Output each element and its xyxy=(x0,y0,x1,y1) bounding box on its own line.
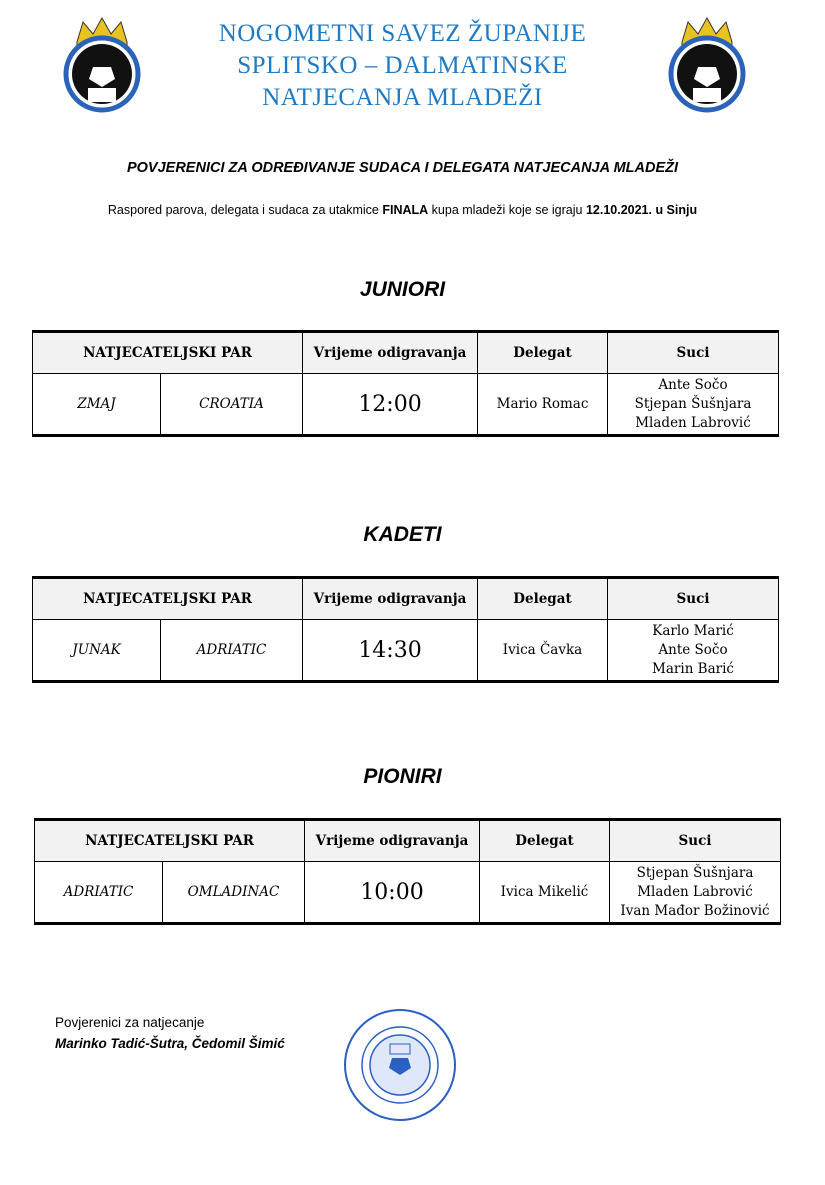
col-time: Vrijeme odigravanja xyxy=(303,332,478,374)
table-header-row xyxy=(35,820,781,862)
delegate: Mario Romac xyxy=(478,374,608,436)
section-title: JUNIORI xyxy=(359,278,446,301)
referee: Ante Sočo xyxy=(658,376,728,393)
referees xyxy=(610,862,781,924)
official-stamp xyxy=(340,1008,460,1123)
section-title: PIONIRI xyxy=(363,765,442,788)
referee: Stjepan Šušnjara xyxy=(634,395,752,412)
subtitle: POVJERENICI ZA ODREĐIVANJE SUDACA I DELEGATA NATJECANJA MLADEŽI xyxy=(126,160,679,176)
footer-label: Povjerenici za natjecanje xyxy=(55,1015,205,1030)
section-title: KADETI xyxy=(363,523,442,546)
match-table xyxy=(34,818,781,925)
home-team: ZMAJ xyxy=(33,374,161,436)
col-delegate: Delegat xyxy=(480,820,610,862)
schedule-line: Raspored parova, delegata i sudaca za utakmice FINALA kupa mladeži koje se igraju 12.10.2021. u Sinju xyxy=(107,203,698,217)
referee: Ivan Mađor Božinović xyxy=(620,902,770,919)
table-header-row xyxy=(33,578,779,620)
table-row xyxy=(33,374,779,436)
table-row xyxy=(33,620,779,682)
col-time: Vrijeme odigravanja xyxy=(303,578,478,620)
table-header-row xyxy=(33,332,779,374)
referees xyxy=(608,374,779,436)
referee: Karlo Marić xyxy=(652,622,734,639)
match-table xyxy=(32,576,779,683)
col-delegate: Delegat xyxy=(478,332,608,374)
home-team: ADRIATIC xyxy=(35,862,163,924)
match-time: 12:00 xyxy=(303,374,478,436)
col-time: Vrijeme odigravanja xyxy=(305,820,480,862)
home-team: JUNAK xyxy=(33,620,161,682)
referee: Ante Sočo xyxy=(658,641,728,658)
col-referees: Suci xyxy=(610,820,781,862)
table-row xyxy=(35,862,781,924)
col-pair: NATJECATELJSKI PAR xyxy=(33,332,303,374)
footer-names: Marinko Tadić-Šutra, Čedomil Šimić xyxy=(55,1036,285,1051)
header-line-2: SPLITSKO – DALMATINSKE xyxy=(237,52,568,79)
col-referees: Suci xyxy=(608,332,779,374)
referee: Mladen Labrović xyxy=(637,883,753,900)
referee: Mladen Labrović xyxy=(635,414,751,431)
match-time: 10:00 xyxy=(305,862,480,924)
col-pair: NATJECATELJSKI PAR xyxy=(35,820,305,862)
away-team: OMLADINAC xyxy=(163,862,305,924)
match-table xyxy=(32,330,779,437)
col-referees: Suci xyxy=(608,578,779,620)
away-team: CROATIA xyxy=(161,374,303,436)
referees xyxy=(608,620,779,682)
referee: Marin Barić xyxy=(652,660,734,677)
col-delegate: Delegat xyxy=(478,578,608,620)
delegate: Ivica Mikelić xyxy=(480,862,610,924)
col-pair: NATJECATELJSKI PAR xyxy=(33,578,303,620)
match-time: 14:30 xyxy=(303,620,478,682)
referee: Stjepan Šušnjara xyxy=(636,864,754,881)
away-team: ADRIATIC xyxy=(161,620,303,682)
header-line-3: NATJECANJA MLADEŽI xyxy=(262,84,543,111)
delegate: Ivica Čavka xyxy=(478,620,608,682)
header-line-1: NOGOMETNI SAVEZ ŽUPANIJE xyxy=(218,20,587,47)
